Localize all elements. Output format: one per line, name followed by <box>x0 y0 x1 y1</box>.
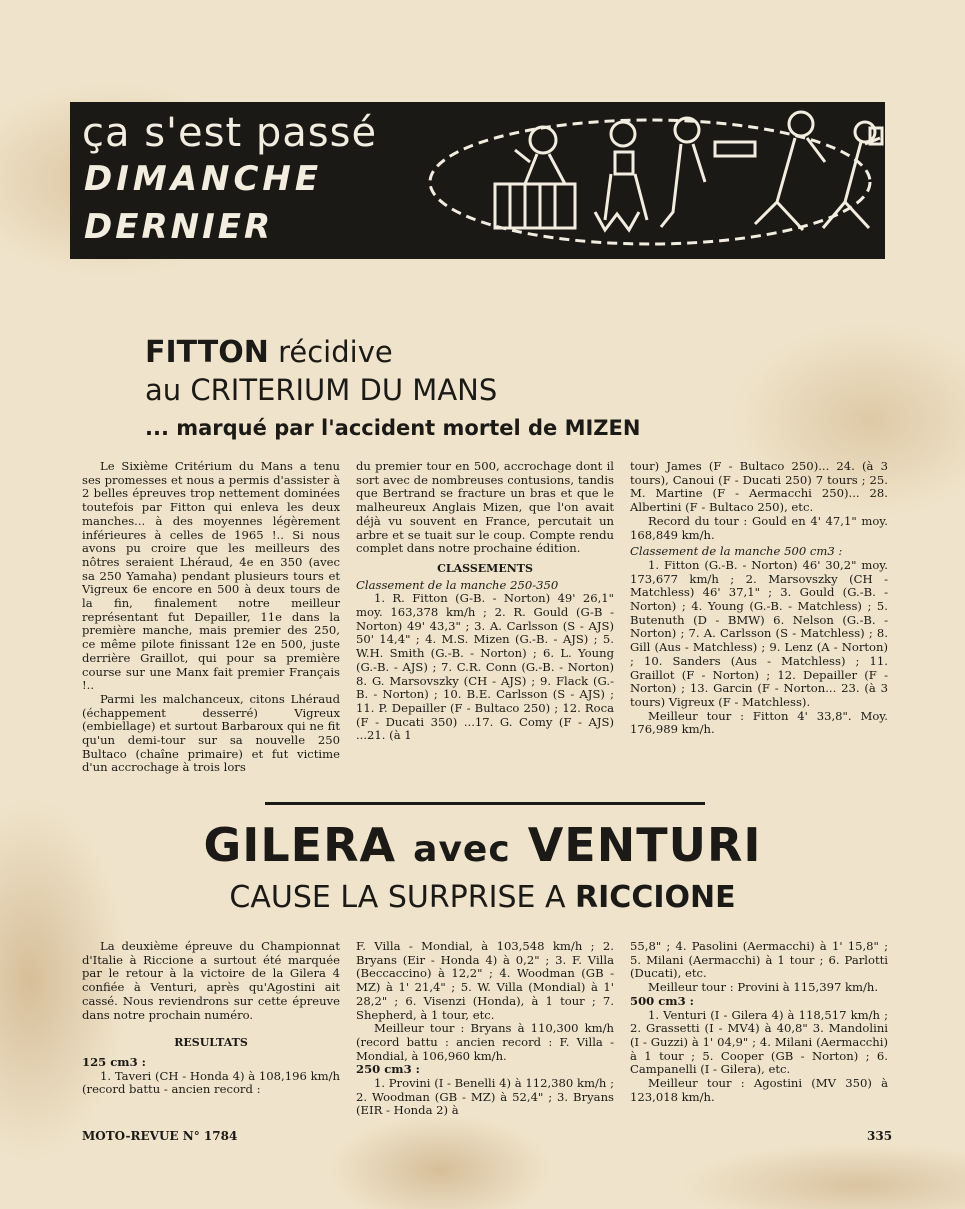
article2-subtitle-text: CAUSE LA SURPRISE A <box>229 880 566 915</box>
classements-header: CLASSEMENTS <box>437 561 533 575</box>
classement-250-results: 1. R. Fitton (G-B. - Norton) 49' 26,1" moy. 163,378 km/h ; 2. R. Gould (G-B - Norton) 49' 43,3" ; 3. A. Carlsson (S - AJS) 50' 14,4" ; 4. M.S. Mizen (G.-B. - AJS) ; 5. W.H. Smith (G.-B. - Norton) ; 6. L. Young (G.-B. - AJS) ; 7. C.R. Conn (G.-B. - Norton) 8. G. Marsovszky (CH - AJS) ; 9. Flack (G.-B. - Norton) ; 10. B.E. Carlsson (S - AJS) ; 11. P. Depailler (F - Bultaco 250) ; 12. Roca (F - Ducati 350) ...17. G. Comy (F - AJS) ...21. (à 1 <box>356 591 614 743</box>
classement-500-results: 1. Fitton (G.-B. - Norton) 46' 30,2" moy. 173,677 km/h ; 2. Marsovszky (CH - Matchless) 46' 37,1" ; 3. Gould (G.-B. - Norton) ; 4. Young (G.-B. - Matchless) ; 5. Butenuth (D - BMW) 6. Nelson (G.-B. - Norton) ; 7. A. Carlsson (S - Matchless) ; 8. Gill (Aus - Matchless) ; 9. Lenz (A - Norton) ; 10. Sanders (Aus - Matchless) ; 11. Graillot (F - Norton) ; 12. Depailler (F - Norton) ; 13. Garcin (F - Norton... 23. (à 3 tours) Vigreux (F - Matchless). <box>630 557 888 709</box>
cartoon-illustration <box>425 102 885 259</box>
section-divider <box>265 802 705 805</box>
header-banner <box>70 102 885 259</box>
banner-line-2: DIMANCHE <box>84 159 323 199</box>
article1-column-1 <box>82 460 340 775</box>
article1-paragraph: Parmi les malchanceux, citons Lhéraud (échappement desserré) Vigreux (embiellage) et surtout Barbaroux qui ne fit qu'un demi-tour sur sa nouvelle 250 Bultaco (chaîne primaire) et fut victime d'un accrochage à trois lors <box>82 691 340 775</box>
class-250-results: 1. Provini (I - Benelli 4) à 112,380 km/h ; 2. Woodman (GB - MZ) à 52,4" ; 3. Bryans (EIR - Honda 2) à <box>356 1076 614 1118</box>
class-250-header: 250 cm3 : <box>356 1062 420 1077</box>
article2-subtitle <box>0 880 965 915</box>
article2-title-b: avec <box>413 829 511 870</box>
article2-column-2 <box>356 940 614 1118</box>
class-125-results-cont: F. Villa - Mondial, à 103,548 km/h ; 2. Bryans (Eir - Honda 4) à 0,2" ; 3. F. Villa (Beccaccino) à 12,2" ; 4. Woodman (GB - MZ) à 1' 21,4" ; 5. W. Villa (Mondial) à 1' 28,2" ; 6. Visenzi (Honda), à 1 tour ; 7. Shepherd, à 1 tour, etc. <box>356 939 614 1022</box>
classement-250-results-cont: tour) James (F - Bultaco 250)... 24. (à 3 tours), Canoui (F - Ducati 250) 7 tours ; 25. M. Martine (F - Aermacchi 250)... 28. Albertini (F - Bultaco 250), etc. <box>630 459 888 515</box>
classement-500-header: Classement de la manche 500 cm3 : <box>630 544 843 559</box>
best-lap-500-riccione: Meilleur tour : Agostini (MV 350) à 123,018 km/h. <box>630 1076 888 1104</box>
best-lap-250: Meilleur tour : Provini à 115,397 km/h. <box>648 980 879 995</box>
article1-title-rest: récidive <box>278 335 393 369</box>
article1-deck-text: ... marqué par l'accident mortel de <box>145 416 558 440</box>
article2-subtitle-bold: RICCIONE <box>575 880 736 915</box>
article1-deck <box>145 416 640 440</box>
banner-line-3: DERNIER <box>84 207 274 247</box>
article1-column-3 <box>630 460 888 737</box>
article1-title-bold: FITTON <box>145 335 269 370</box>
article1-paragraph: du premier tour en 500, accrochage dont il sort avec de nombreuses contusions, tandis que Bertrand se fracture un bras et que le malheureux Anglais Mizen, que l'on avait déjà vu souvent en France, percutait un arbre et se tuait sur le coup. Compte rendu complet dans notre prochaine édition. <box>356 459 614 556</box>
banner-line-1: ça s'est passé <box>82 110 378 156</box>
best-lap-125: Meilleur tour : Bryans à 110,300 km/h (record battu : ancien record : F. Villa - Mondial, à 106,960 km/h. <box>356 1021 614 1063</box>
class-125-header: 125 cm3 : <box>82 1054 146 1069</box>
article2-column-1 <box>82 940 340 1097</box>
class-500-header: 500 cm3 : <box>630 993 694 1008</box>
classement-250-header: Classement de la manche 250-350 <box>356 577 559 592</box>
class-500-results: 1. Venturi (I - Gilera 4) à 118,517 km/h ; 2. Grassetti (I - MV4) à 40,8" 3. Mandolini (I - Guzzi) à 1' 04,9" ; 4. Milani (Aermacchi) à 1 tour ; 5. Cooper (GB - Norton) ; 6. Campanelli (I - Gilera), etc. <box>630 1007 888 1077</box>
footer-page-number: 335 <box>867 1129 893 1143</box>
results-header: RESULTATS <box>174 1036 248 1050</box>
class-125-results: 1. Taveri (CH - Honda 4) à 108,196 km/h (record battu - ancien record : <box>82 1068 340 1097</box>
record-250: Record du tour : Gould en 4' 47,1" moy. 168,849 km/h. <box>630 513 888 542</box>
article2-title <box>0 818 965 872</box>
article1-subtitle: au CRITERIUM DU MANS <box>145 373 498 407</box>
article2-paragraph: La deuxième épreuve du Championnat d'Italie à Riccione a surtout été marquée par le retour à la victoire de la Gilera 4 confiée à Venturi, après qu'Agostini ait cassé. Nous reviendrons sur cette épreuve dans notre prochain numéro. <box>82 939 340 1022</box>
class-250-results-cont: 55,8" ; 4. Pasolini (Aermacchi) à 1' 15,8" ; 5. Milani (Aermacchi) à 1 tour ; 6. Parlotti (Ducati), etc. <box>630 939 888 981</box>
article2-title-a: GILERA <box>203 818 397 872</box>
article1-column-2 <box>356 460 614 743</box>
article1-title <box>145 335 393 370</box>
article1-paragraph: Le Sixième Critérium du Mans a tenu ses promesses et nous a permis d'assister à 2 belles épreuves trop nettement dominées toutefois par Fitton qui enleva les deux manches... à des moyennes légèrement inférieures à celles de 1965 !.. Si nous avons pu croire que les meilleurs des nôtres seraient Lhéraud, 4e en 350 (avec sa 250 Yamaha) pendant plusieurs tours et Vigreux 6e encore en 500 à deux tours de la fin, finalement notre meilleur représentant fut Depailler, 11e dans la première manche, mais premier des 250, ce même pilote finissant 12e en 500, juste derrière Graillot, qui pour sa première course sur une Manx fait premier Français !.. <box>82 459 340 693</box>
article1-deck-bold: MIZEN <box>564 416 641 440</box>
best-lap-500: Meilleur tour : Fitton 4' 33,8". Moy. 176,989 km/h. <box>630 708 888 737</box>
footer-magazine: MOTO-REVUE N° 1784 <box>82 1129 238 1143</box>
article2-column-3 <box>630 940 888 1104</box>
article2-title-c: VENTURI <box>527 818 762 872</box>
